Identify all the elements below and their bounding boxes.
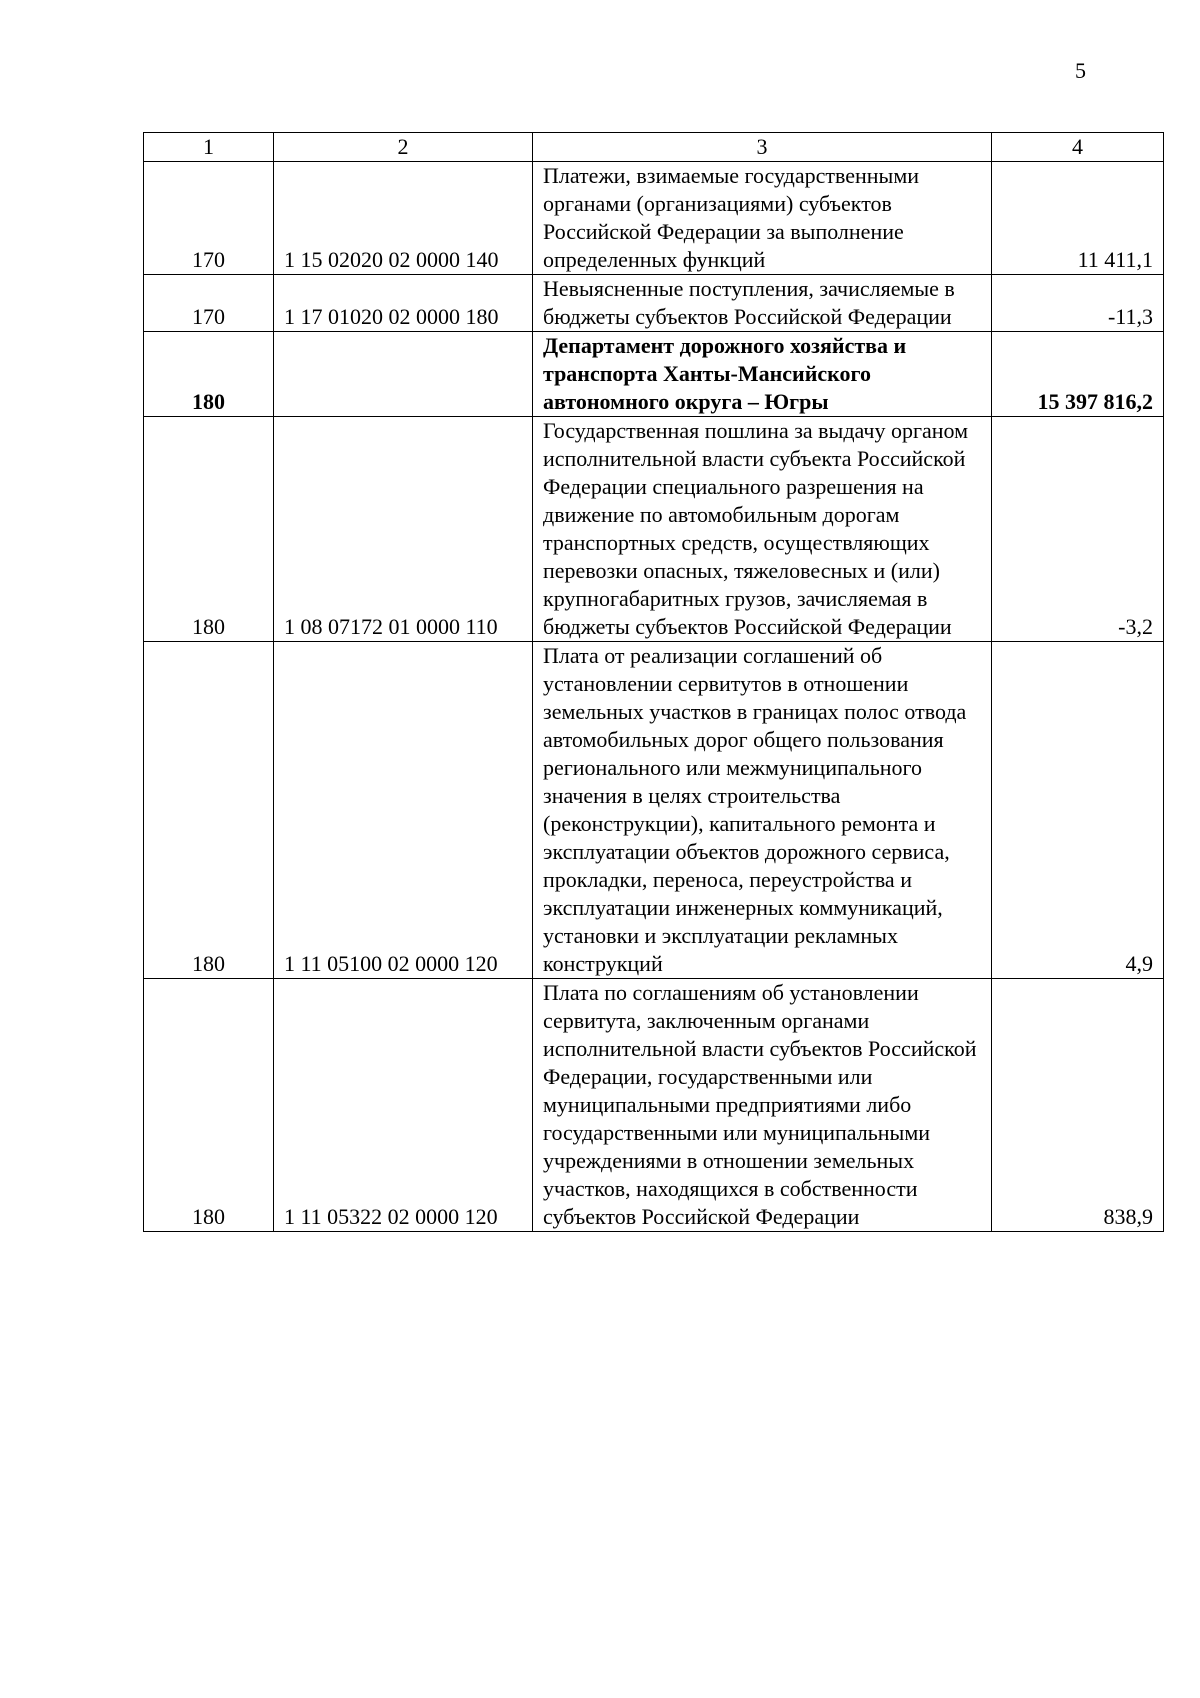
revenue-code-cell: 1 08 07172 01 0000 110 xyxy=(274,417,533,642)
admin-code-cell: 180 xyxy=(144,642,274,979)
revenue-code-cell: 1 15 02020 02 0000 140 xyxy=(274,162,533,275)
header-col-1: 1 xyxy=(144,133,274,162)
revenue-code-cell: 1 11 05322 02 0000 120 xyxy=(274,979,533,1232)
amount-cell: -3,2 xyxy=(992,417,1164,642)
table-header-row xyxy=(144,133,1164,162)
table-row xyxy=(144,642,1164,979)
admin-code-cell: 180 xyxy=(144,417,274,642)
amount-cell: 15 397 816,2 xyxy=(992,332,1164,417)
table-row xyxy=(144,417,1164,642)
revenue-code-cell xyxy=(274,332,533,417)
table-row xyxy=(144,979,1164,1232)
admin-code-cell: 180 xyxy=(144,979,274,1232)
revenue-name-cell: Плата по соглашениям об установлении сервитута, заключенным органами исполнительной власти субъектов Российской Федерации, государственными или муниципальными предприятиями либо государственными или муниципальными учреждениями в отношении земельных участков, находящихся в собственности субъектов Российской Федерации xyxy=(533,979,992,1232)
revenue-name-cell: Плата от реализации соглашений об установлении сервитутов в отношении земельных участков в границах полос отвода автомобильных дорог общего пользования регионального или межмуниципального значения в целях строительства (реконструкции), капитального ремонта и эксплуатации объектов дорожного сервиса, прокладки, переноса, переустройства и эксплуатации инженерных коммуникаций, установки и эксплуатации рекламных конструкций xyxy=(533,642,992,979)
amount-cell: 838,9 xyxy=(992,979,1164,1232)
revenue-name-cell: Невыясненные поступления, зачисляемые в бюджеты субъектов Российской Федерации xyxy=(533,275,992,332)
revenue-code-cell: 1 11 05100 02 0000 120 xyxy=(274,642,533,979)
header-col-2: 2 xyxy=(274,133,533,162)
page-number: 5 xyxy=(1075,58,1086,83)
admin-code-cell: 180 xyxy=(144,332,274,417)
header-col-3: 3 xyxy=(533,133,992,162)
amount-cell: -11,3 xyxy=(992,275,1164,332)
amount-cell: 4,9 xyxy=(992,642,1164,979)
revenue-name-cell: Платежи, взимаемые государственными органами (организациями) субъектов Российской Федерации за выполнение определенных функций xyxy=(533,162,992,275)
table-row xyxy=(144,275,1164,332)
amount-cell: 11 411,1 xyxy=(992,162,1164,275)
revenue-name-cell: Государственная пошлина за выдачу органом исполнительной власти субъекта Российской Федерации специального разрешения на движение по автомобильным дорогам транспортных средств, осуществляющих перевозки опасных, тяжеловесных и (или) крупногабаритных грузов, зачисляемая в бюджеты субъектов Российской Федерации xyxy=(533,417,992,642)
admin-code-cell: 170 xyxy=(144,275,274,332)
table-row-department xyxy=(144,332,1164,417)
header-col-4: 4 xyxy=(992,133,1164,162)
table-row xyxy=(144,162,1164,275)
admin-code-cell: 170 xyxy=(144,162,274,275)
revenue-code-cell: 1 17 01020 02 0000 180 xyxy=(274,275,533,332)
revenue-table xyxy=(143,132,1164,1232)
department-name-cell: Департамент дорожного хозяйства и транспорта Ханты-Мансийского автономного округа – Югры xyxy=(533,332,992,417)
